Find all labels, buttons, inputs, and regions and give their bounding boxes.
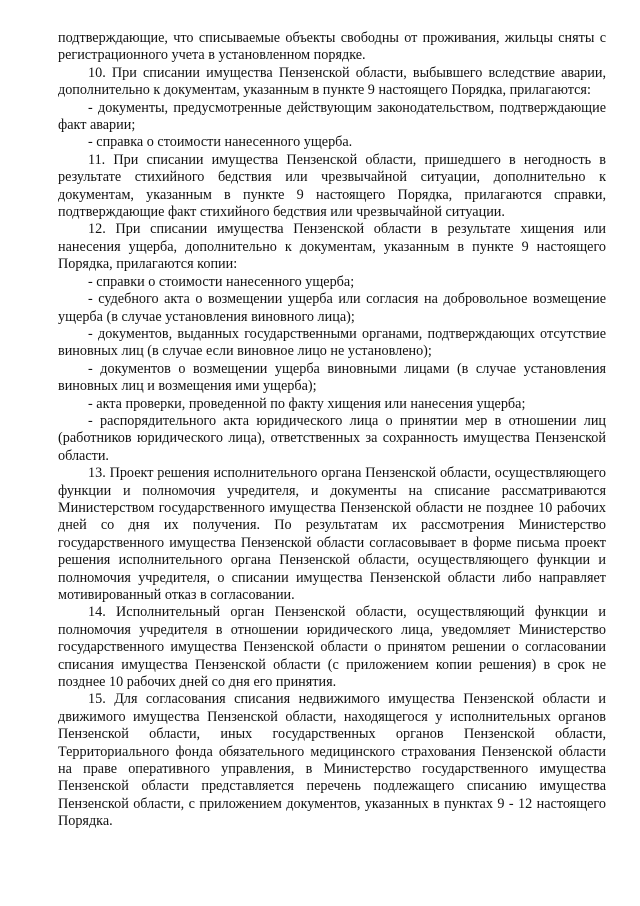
list-item: - акта проверки, проведенной по факту хищения или нанесения ущерба; xyxy=(88,395,526,412)
list-item: - справки о стоимости нанесенного ущерба; xyxy=(88,273,355,290)
list-item: - документов, выданных государственными органами, подтверждающих отсутствие виновных лиц (в случае если виновное лицо не установлено); xyxy=(58,325,606,360)
paragraph-item-14: 14. Исполнительный орган Пензенской области, осуществляющий функции и полномочия учредителя в отношении юридического лица, уведомляет Министерство государственного имущества Пензенской области о принятом решении о согласовании списания имущества Пензенской области (с приложением копии решения) в срок не позднее 10 рабочих дней со дня его принятия. xyxy=(58,604,606,691)
paragraph-item-13: 13. Проект решения исполнительного органа Пензенской области, осуществляющего функции и полномочия учредителя, и документы на списание рассматриваются Министерством государственного имущества Пензенской области не позднее 10 рабочих дней со дня их получения. По результатам их рассмотрения Министерство государственного имущества Пензенской области согласовывает в форме письма проект решения исполнительного органа Пензенской области, осуществляющего функции и полномочия учредителя, о списании имущества Пензенской области либо направляет мотивированный отказ в согласовании. xyxy=(58,465,606,603)
paragraph-item-12: 12. При списании имущества Пензенской области в результате хищения или нанесения ущерба, дополнительно к документам, указанным в пункте 9 настоящего Порядка, прилагаются копии: xyxy=(58,221,606,273)
list-item: - документов о возмещении ущерба виновными лицами (в случае установления виновных лиц и возмещения ими ущерба); xyxy=(58,360,606,395)
paragraph-item-15: 15. Для согласования списания недвижимого имущества Пензенской области и движимого имущества Пензенской области, находящегося у исполнительных органов Пензенской области, иных государственных органов Пензенской области, Территориального фонда обязательного медицинского страхования Пензенской области на праве оперативного управления, в Министерство государственного имущества Пензенской области представляется перечень подлежащего списанию имущества Пензенской области, с приложением документов, указанных в пунктах 9 - 12 настоящего Порядка. xyxy=(58,691,606,830)
paragraph-item-11: 11. При списании имущества Пензенской области, пришедшего в негодность в результате стихийного бедствия или чрезвычайной ситуации, дополнительно к документам, указанным в пункте 9 настоящего Порядка, прилагаются справки, подтверждающие факт стихийного бедствия или чрезвычайной ситуации. xyxy=(58,151,606,221)
list-item: - справка о стоимости нанесенного ущерба. xyxy=(88,134,353,151)
list-item: - распорядительного акта юридического лица о принятии мер в отношении лиц (работников юридического лица), ответственных за сохранность имущества Пензенской области. xyxy=(58,412,606,464)
document-page xyxy=(58,30,606,831)
list-item: - судебного акта о возмещении ущерба или согласия на добровольное возмещение ущерба (в случае установления виновного лица); xyxy=(58,291,606,325)
paragraph-continuation: подтверждающие, что списываемые объекты свободны от проживания, жильцы сняты с регистрационного учета в установленном порядке. xyxy=(58,30,606,64)
paragraph-item-10: 10. При списании имущества Пензенской области, выбывшего вследствие аварии, дополнительно к документам, указанным в пункте 9 настоящего Порядка, прилагаются: xyxy=(58,64,606,99)
list-item: - документы, предусмотренные действующим законодательством, подтверждающие факт аварии; xyxy=(58,99,606,134)
